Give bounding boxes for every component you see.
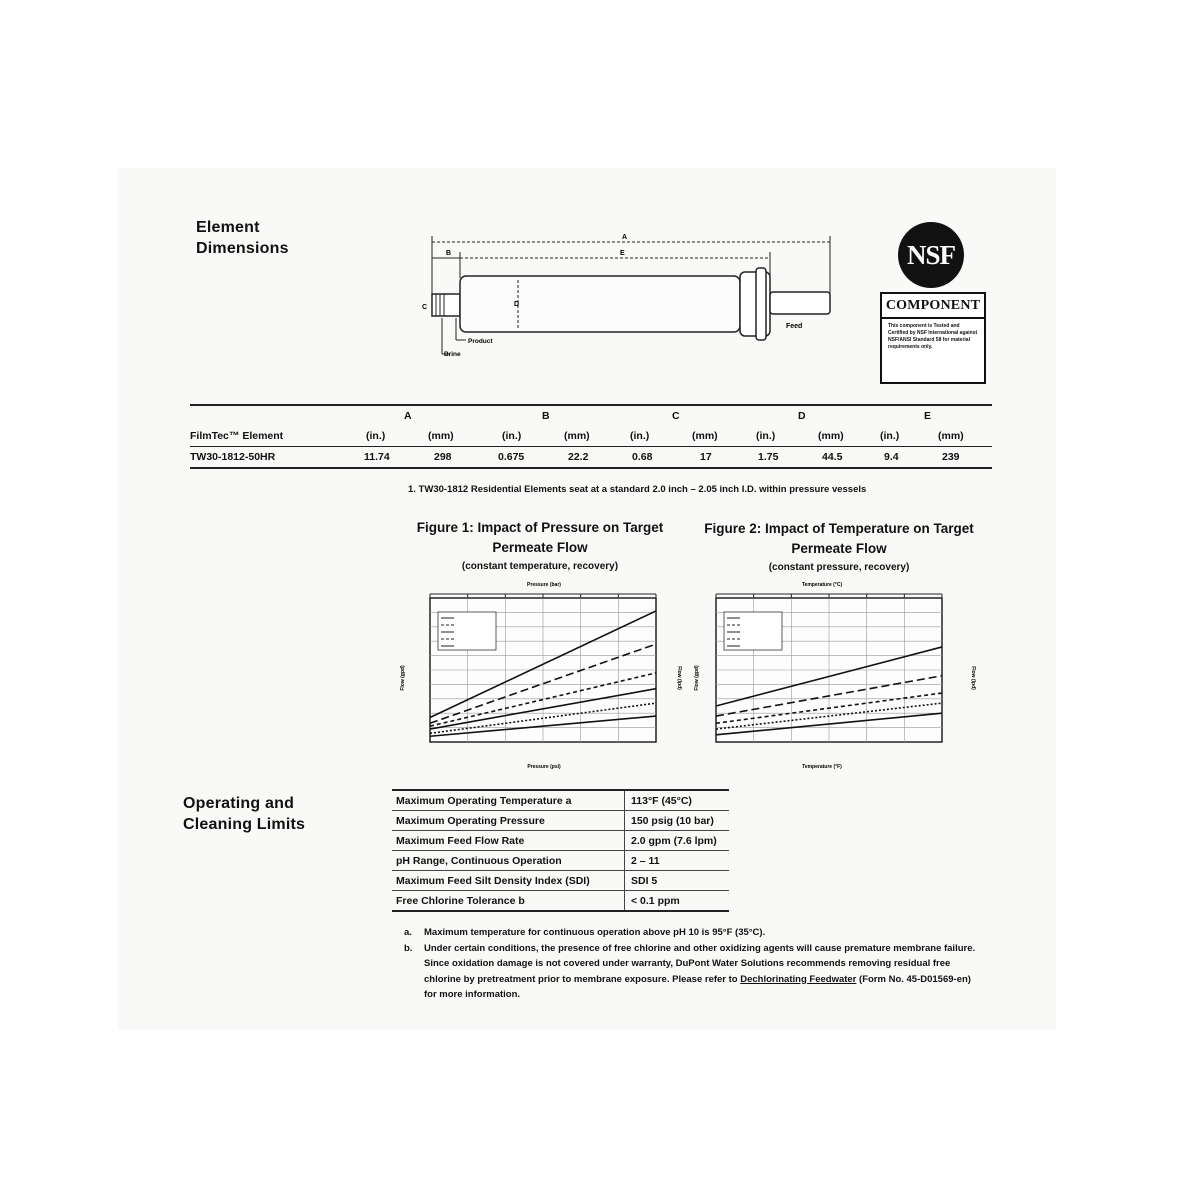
note-a	[404, 925, 984, 941]
figure1-title-line2: Permeate Flow	[492, 540, 588, 555]
ops-value-ph-range: 2 – 11	[631, 854, 660, 867]
dim-group-b: B	[542, 410, 550, 422]
dimensions-table-units-row	[190, 426, 992, 447]
dim-label-d: D	[514, 301, 520, 308]
ops-label-max-pressure: Maximum Operating Pressure	[392, 811, 625, 830]
unit-d-mm: (mm)	[818, 430, 844, 442]
element-dimension-drawing	[410, 228, 850, 370]
component-title: COMPONENT	[882, 294, 984, 319]
value-c-in: 0.68	[632, 451, 653, 463]
operating-limits-heading-line1: Operating and	[183, 795, 295, 812]
table-row	[392, 811, 729, 831]
note-a-text: Maximum temperature for continuous operation above pH 10 is 95°F (35°C).	[424, 927, 766, 938]
operating-limits-table	[392, 789, 729, 912]
figure2-title-line1: Figure 2: Impact of Temperature on Target	[704, 521, 974, 536]
element-dimensions-heading-line1: Element	[196, 219, 260, 236]
product-label: Product	[468, 338, 493, 345]
unit-e-mm: (mm)	[938, 430, 964, 442]
ops-label-sdi: Maximum Feed Silt Density Index (SDI)	[392, 871, 625, 890]
unit-c-in: (in.)	[630, 430, 650, 442]
unit-b-mm: (mm)	[564, 430, 590, 442]
figure2-right-axis-label: Flow (lpd)	[970, 666, 976, 690]
value-e-mm: 239	[942, 451, 960, 463]
figure1-chart	[396, 578, 684, 770]
ops-label-ph-range: pH Range, Continuous Operation	[392, 851, 625, 870]
ops-value-max-pressure: 150 psig (10 bar)	[631, 814, 714, 827]
value-e-in: 9.4	[884, 451, 899, 463]
operating-limits-heading-line2: Cleaning Limits	[183, 816, 306, 833]
component-certification-box	[880, 292, 986, 384]
ops-value-free-chlorine: < 0.1 ppm	[631, 894, 680, 907]
ops-value-max-feed-flow: 2.0 gpm (7.6 lpm)	[631, 834, 717, 847]
filmtec-element-header: FilmTec™ Element	[190, 430, 284, 442]
table-row	[392, 831, 729, 851]
element-model: TW30-1812-50HR	[190, 451, 276, 463]
element-dimensions-heading	[196, 217, 289, 259]
figure2-chart	[690, 578, 978, 770]
dechlorinating-feedwater-link[interactable]: Dechlorinating Feedwater	[740, 973, 857, 985]
unit-c-mm: (mm)	[692, 430, 718, 442]
value-b-in: 0.675	[498, 451, 525, 463]
unit-e-in: (in.)	[880, 430, 900, 442]
note-b-body	[424, 941, 984, 1003]
figure1-title-line1: Figure 1: Impact of Pressure on Target	[416, 520, 664, 535]
figure2-subtitle: (constant pressure, recovery)	[768, 562, 910, 573]
figure2-title	[686, 519, 992, 559]
dimensions-table-data-row	[190, 447, 992, 467]
figure2-top-axis-label: Temperature (°C)	[801, 582, 843, 588]
figure2-bottom-axis-label: Temperature (°F)	[802, 764, 842, 770]
feed-label: Feed	[786, 323, 803, 330]
table-row	[392, 851, 729, 871]
table-row	[392, 791, 729, 811]
table-row	[392, 891, 729, 910]
ops-value-sdi: SDI 5	[631, 874, 658, 887]
dim-group-c: C	[672, 410, 680, 422]
figure1-left-axis-label: Flow (gpd)	[400, 665, 406, 691]
figure1-title	[398, 518, 682, 558]
unit-b-in: (in.)	[502, 430, 522, 442]
note-b-text-before: Under certain conditions, the presence of free chlorine and other oxidizing agents will cause premature membrane failure. Since oxidation damage is not covered under warranty, DuPont Water Solutions recommends removing residual free chlorine by pretreatment prior to membrane exposure. Please refer to	[424, 942, 976, 985]
figure1-subtitle: (constant temperature, recovery)	[461, 561, 619, 572]
component-text: This component is Tested and Certified by NSF International against NSF/ANSI Standard 58 for material requirements only.	[888, 323, 978, 350]
dim-group-a: A	[404, 410, 412, 422]
note-b-label: b.	[404, 942, 413, 954]
dimensions-table-group-header-row	[190, 406, 992, 426]
value-d-in: 1.75	[758, 451, 779, 463]
dim-label-b: B	[446, 250, 452, 257]
value-b-mm: 22.2	[568, 451, 589, 463]
dim-label-c: C	[422, 304, 428, 311]
note-b-text-after: (Form No. 45-D01569-en) for more information.	[424, 973, 971, 1000]
unit-d-in: (in.)	[756, 430, 776, 442]
unit-a-in: (in.)	[366, 430, 386, 442]
dim-group-e: E	[924, 410, 932, 422]
dim-label-a: A	[622, 234, 628, 241]
nsf-logo: NSF	[898, 222, 964, 288]
brine-label: Brine	[444, 351, 461, 358]
ops-value-max-temp: 113°F (45°C)	[631, 794, 692, 807]
figure2-left-axis-label: Flow (gpd)	[694, 665, 700, 691]
value-a-in: 11.74	[364, 451, 390, 463]
ops-label-max-feed-flow: Maximum Feed Flow Rate	[392, 831, 625, 850]
figure1-right-axis-label: Flow (lpd)	[676, 666, 682, 690]
figure1-top-axis-label: Pressure (bar)	[527, 582, 561, 588]
note-a-label: a.	[404, 927, 412, 938]
dim-group-d: D	[798, 410, 806, 422]
dimensions-table	[190, 404, 992, 469]
figure2-title-line2: Permeate Flow	[791, 541, 887, 556]
value-c-mm: 17	[700, 451, 712, 463]
value-a-mm: 298	[434, 451, 452, 463]
figure1-bottom-axis-label: Pressure (psi)	[527, 764, 561, 770]
unit-a-mm: (mm)	[428, 430, 454, 442]
element-dimensions-heading-line2: Dimensions	[196, 240, 289, 257]
value-d-mm: 44.5	[822, 451, 843, 463]
ops-label-free-chlorine: Free Chlorine Tolerance b	[392, 891, 625, 910]
dimensions-footnote: 1. TW30-1812 Residential Elements seat at a standard 2.0 inch – 2.05 inch I.D. within pressure vessels	[408, 484, 867, 495]
operating-limits-notes	[404, 925, 984, 1003]
ops-label-max-temp: Maximum Operating Temperature a	[392, 791, 625, 810]
note-b	[404, 941, 984, 1003]
table-row	[392, 871, 729, 891]
dim-label-e: E	[620, 250, 625, 257]
operating-limits-heading	[183, 793, 305, 835]
